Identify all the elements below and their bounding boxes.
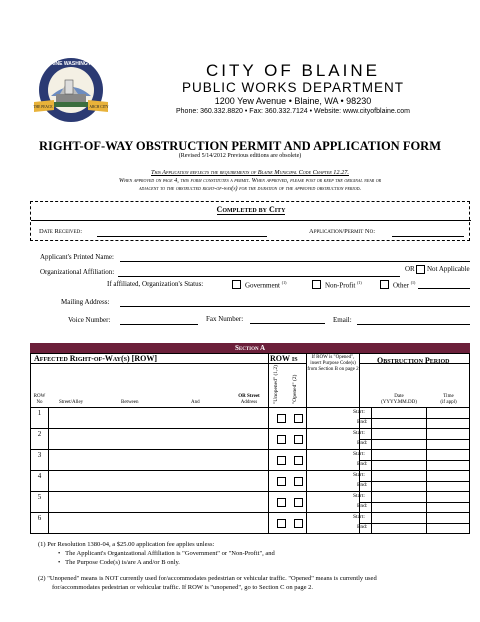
- unopened-checkbox[interactable]: [277, 456, 286, 465]
- row-number: 3: [37, 451, 42, 459]
- footnote-1: (1) Per Resolution 1380-04, a $25.00 application fee applies unless:: [38, 541, 215, 548]
- row-divider: [31, 449, 470, 450]
- section-a-header: Section A: [30, 343, 470, 353]
- end-label: End:: [357, 440, 368, 446]
- nonprofit-checkbox[interactable]: [312, 280, 321, 289]
- applicant-name-label: Applicant's Printed Name:: [40, 253, 114, 261]
- row-number: 5: [37, 493, 42, 501]
- footnote-1-bullet-2: • The Purpose Code(s) is/are A and/or B only.: [58, 559, 180, 566]
- time-format: (if appl): [440, 400, 457, 405]
- city-seal-logo: [32, 56, 110, 128]
- unopened-checkbox[interactable]: [277, 414, 286, 423]
- unopened-checkbox[interactable]: [277, 435, 286, 444]
- svg-text:ARCH CITY: ARCH CITY: [89, 105, 109, 109]
- end-label: End:: [357, 461, 368, 467]
- row-col-label: ROW: [33, 394, 46, 399]
- unopened-checkbox[interactable]: [277, 498, 286, 507]
- grid-line: [306, 354, 307, 534]
- opened-checkbox[interactable]: [294, 498, 303, 507]
- street-address-col-header: [231, 394, 267, 406]
- affected-row-heading: Affected Right-of-Way(s) [ROW]: [34, 354, 157, 363]
- letterhead: [128, 62, 458, 117]
- purpose-code-heading: If ROW is "Opened", insert Purpose Code(s) from Section B on page 2: [307, 355, 359, 372]
- obstruction-period-heading: Obstruction Period: [377, 356, 450, 365]
- city-box-heading: Completed by City: [216, 205, 286, 214]
- footnote-2-line-1: (2) "Unopened" means is NOT currently used for/accommodates pedestrian or vehicular traffic. "Opened" means is currently used: [38, 575, 377, 582]
- government-checkbox[interactable]: [232, 280, 241, 289]
- opened-checkbox[interactable]: [294, 477, 303, 486]
- opened-checkbox[interactable]: [294, 519, 303, 528]
- row-divider: [31, 512, 470, 513]
- completed-by-city-box: [30, 201, 470, 241]
- permit-number-field[interactable]: [392, 236, 464, 237]
- other-option: [393, 280, 415, 289]
- end-label: End:: [357, 419, 368, 425]
- time-label: Time: [443, 394, 454, 399]
- start-end-divider: [359, 481, 470, 482]
- row-number: 4: [37, 472, 42, 480]
- grid-line: [31, 363, 268, 364]
- org-affiliation-field[interactable]: [118, 276, 400, 277]
- start-label: Start:: [353, 472, 365, 478]
- opened-checkbox[interactable]: [294, 435, 303, 444]
- intro-note-line-2: When approved on page 4, this form constitutes a permit. When approved, please post or keep the original near or: [118, 177, 382, 184]
- end-label: End:: [357, 503, 368, 509]
- not-applicable-label: Not Applicable: [427, 265, 470, 273]
- city-name: CITY OF BLAINE: [206, 61, 380, 80]
- intro-note-line-1: This Application reflects the requirements of Blaine Municipal Code Chapter 12.27.: [151, 169, 349, 176]
- government-option: [245, 280, 286, 289]
- department-contact: Phone: 360.332.8820 • Fax: 360.332.7124 • Website: www.cityofblaine.com: [176, 108, 410, 115]
- government-label: Government: [245, 281, 280, 290]
- end-label: End:: [357, 482, 368, 488]
- nonprofit-footnote-ref: (1): [357, 280, 362, 285]
- applicant-name-field[interactable]: [120, 261, 470, 262]
- nonprofit-label: Non-Profit: [325, 281, 356, 290]
- address-label: Address: [240, 400, 258, 405]
- department-name: PUBLIC WORKS DEPARTMENT: [181, 80, 405, 95]
- date-received-label: Date Received:: [39, 228, 83, 235]
- org-affiliation-label: Organizational Affiliation:: [40, 268, 115, 276]
- date-received-field[interactable]: [97, 236, 267, 237]
- start-end-divider: [359, 460, 470, 461]
- other-checkbox[interactable]: [380, 280, 389, 289]
- date-label: Date: [394, 394, 404, 399]
- footnote-1-bullet-1: • The Applicant's Organizational Affiliation is "Government" or "Non-Profit", and: [58, 550, 275, 557]
- row-is-heading: ROW is: [270, 354, 298, 363]
- svg-text:THE PEACE: THE PEACE: [33, 105, 53, 109]
- grid-line: [268, 354, 269, 534]
- row-divider: [31, 533, 470, 534]
- org-status-label: If affiliated, Organization's Status:: [107, 280, 204, 288]
- mailing-address-field[interactable]: [120, 306, 470, 307]
- footnote-1-bullet-2-text: The Purpose Code(s) is/are A and/or B only.: [65, 559, 180, 566]
- other-field[interactable]: [418, 288, 470, 289]
- nonprofit-option: [325, 280, 362, 289]
- row-number: 1: [37, 409, 42, 417]
- section-a-table: [30, 353, 470, 534]
- date-format: (YYYY.MM.DD): [381, 400, 417, 405]
- mailing-address-label: Mailing Address:: [61, 298, 110, 306]
- revision-note: (Revised 5/14/2012 Previous editions are obsolete): [178, 153, 302, 159]
- svg-text:BLAINE WASHINGTON: BLAINE WASHINGTON: [43, 61, 99, 67]
- footnote-2-line-2: for/accommodates pedestrian or vehicular traffic. If ROW is "unopened", go to Section C on page 2.: [52, 584, 314, 591]
- start-label: Start:: [353, 409, 365, 415]
- opened-checkbox[interactable]: [294, 456, 303, 465]
- row-number: 2: [37, 430, 42, 438]
- opened-col-header: "Opened" (2): [292, 374, 298, 404]
- row-divider: [31, 491, 470, 492]
- date-col-header: [372, 394, 426, 406]
- not-applicable-checkbox[interactable]: [416, 265, 425, 274]
- unopened-checkbox[interactable]: [277, 519, 286, 528]
- other-label: Other: [393, 281, 409, 290]
- fax-number-label: Fax Number:: [206, 315, 244, 323]
- government-footnote-ref: (1): [281, 280, 287, 285]
- footnote-1-bullet-1-text: The Applicant's Organizational Affiliation is "Government" or "Non-Profit", and: [65, 550, 275, 557]
- opened-checkbox[interactable]: [294, 414, 303, 423]
- start-end-divider: [359, 439, 470, 440]
- voice-number-label: Voice Number:: [68, 316, 111, 324]
- department-address: 1200 Yew Avenue • Blaine, WA • 98230: [214, 96, 372, 106]
- row-col-header: [31, 394, 48, 406]
- unopened-col-header: "Unopened" (1,2): [273, 364, 279, 404]
- row-divider: [31, 470, 470, 471]
- and-col-header: And: [191, 400, 200, 405]
- permit-number-label: Application/Permit No:: [309, 228, 376, 235]
- start-label: Start:: [353, 514, 365, 520]
- row-divider: [31, 428, 470, 429]
- start-end-divider: [359, 502, 470, 503]
- end-label: End:: [357, 524, 368, 530]
- start-label: Start:: [353, 451, 365, 457]
- between-col-header: Between: [121, 400, 139, 405]
- start-end-divider: [359, 418, 470, 419]
- or-label: OR: [405, 265, 415, 273]
- form-title: RIGHT-OF-WAY OBSTRUCTION PERMIT AND APPLICATION FORM: [38, 139, 441, 153]
- street-col-header: Street/Alley: [59, 400, 84, 405]
- grid-line: [268, 363, 306, 364]
- email-label: Email:: [333, 316, 352, 324]
- or-street-label: OR Street: [238, 394, 260, 399]
- divider: [31, 220, 471, 221]
- intro-note-line-3: adjacent to the obstructed right-of-way(s) for the duration of the approved obstruction period.: [138, 185, 362, 192]
- row-number: 6: [37, 514, 42, 522]
- intro-note: [30, 169, 470, 193]
- start-end-divider: [359, 523, 470, 524]
- row-no-label: No: [36, 400, 43, 405]
- other-footnote-ref: (1): [410, 280, 416, 285]
- start-label: Start:: [353, 493, 365, 499]
- voice-number-field[interactable]: [120, 324, 198, 325]
- fax-number-field[interactable]: [250, 323, 325, 324]
- grid-line: [31, 407, 470, 408]
- email-field[interactable]: [357, 324, 470, 325]
- start-label: Start:: [353, 430, 365, 436]
- time-col-header: [427, 394, 470, 406]
- unopened-checkbox[interactable]: [277, 477, 286, 486]
